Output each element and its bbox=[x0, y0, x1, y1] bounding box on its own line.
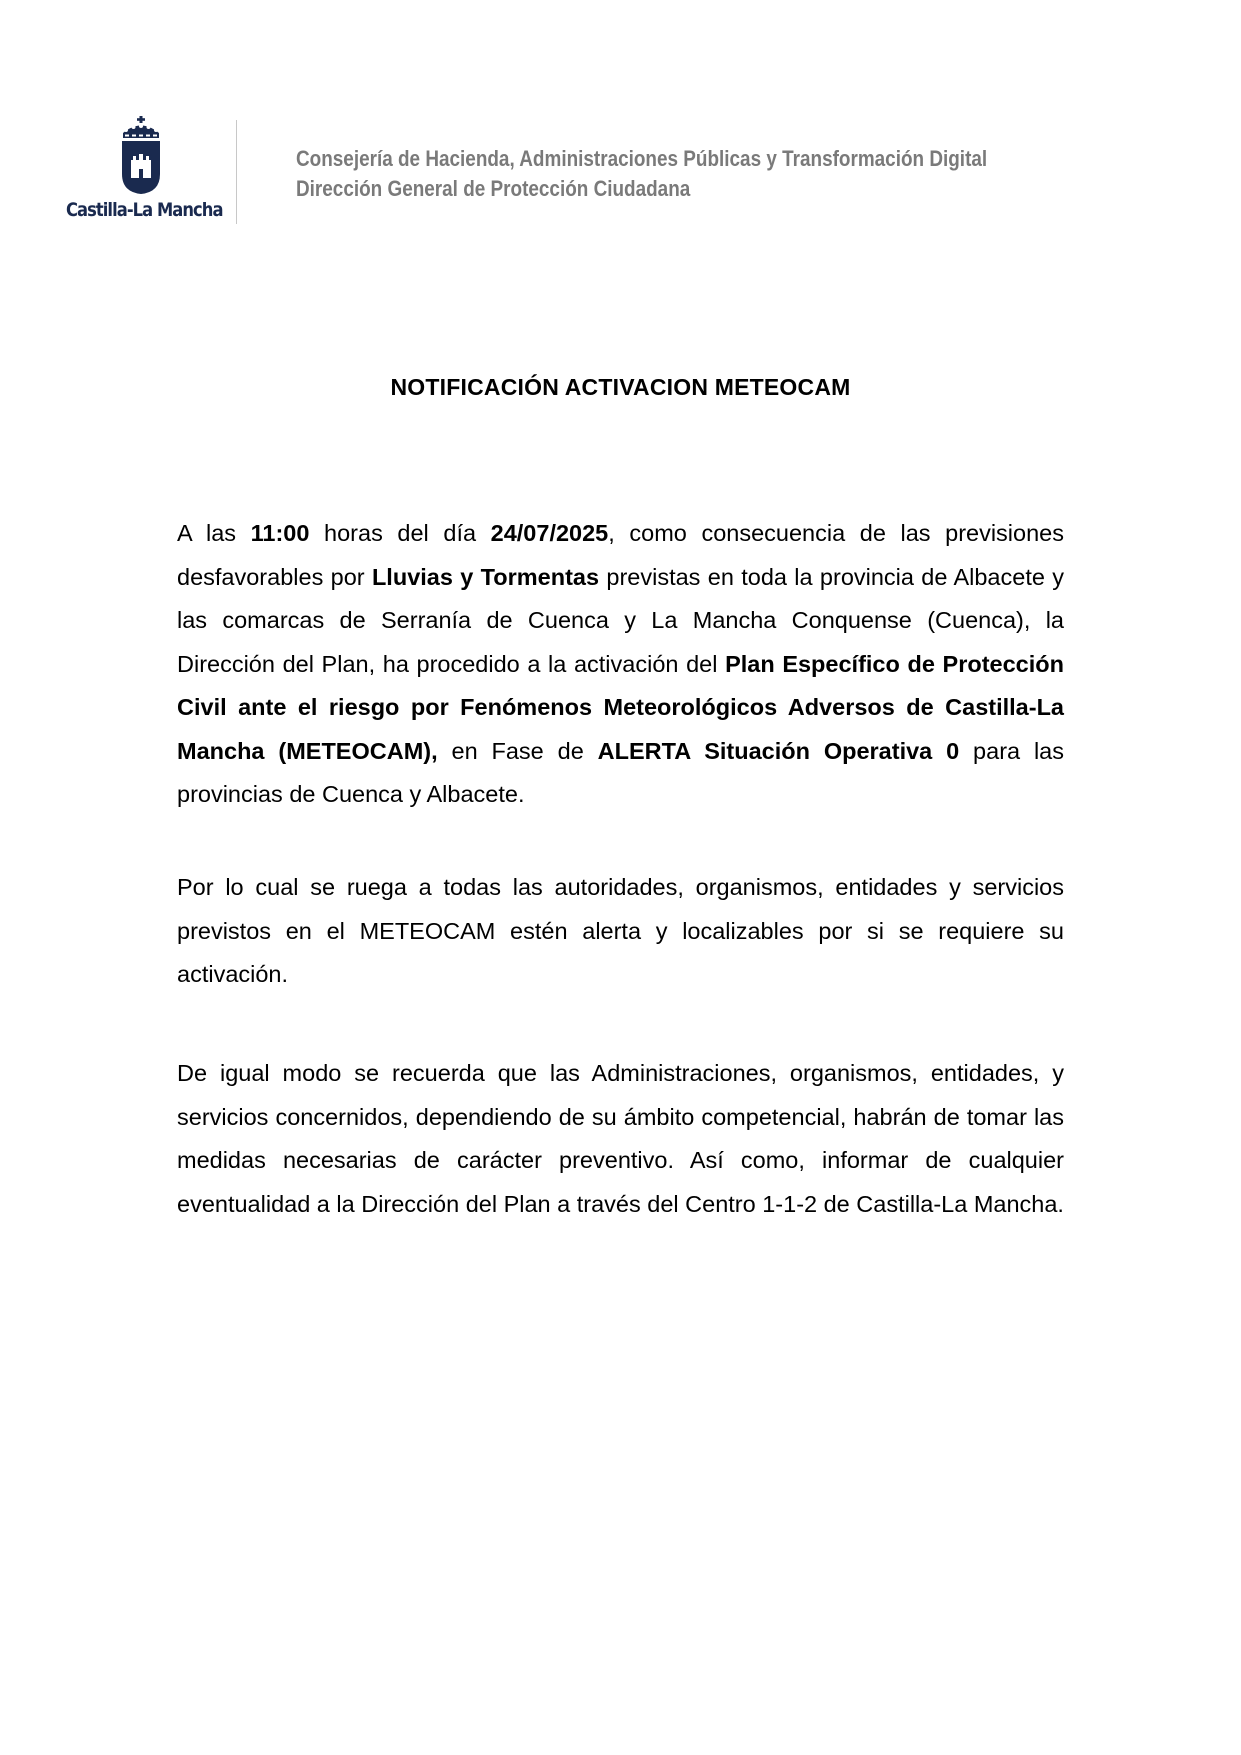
coat-of-arms-icon bbox=[117, 116, 165, 196]
header-divider bbox=[236, 120, 237, 224]
activation-date: 24/07/2025 bbox=[490, 520, 609, 546]
document-title: NOTIFICACIÓN ACTIVACION METEOCAM bbox=[390, 374, 851, 400]
text-span: en Fase de bbox=[437, 737, 598, 764]
paragraph-request: Por lo cual se ruega a todas las autoridades, organismos, entidades y servicios previstos en el METEOCAM estén alerta y localizables por si se requiere su activación. bbox=[177, 874, 1064, 987]
paragraph-activation bbox=[177, 512, 1064, 817]
castilla-la-mancha-logo bbox=[62, 116, 232, 226]
department-block bbox=[296, 144, 987, 204]
document-header bbox=[0, 0, 1241, 240]
text-span: , como consecuencia de las previsiones desfavorables por bbox=[177, 520, 1064, 590]
plan-name: Plan Específico de Protección Civil ante el riesgo por Fenómenos Meteorológicos Adversos de Castilla-La Mancha (METEOCAM), bbox=[177, 650, 1064, 764]
text-span: horas del día bbox=[309, 520, 491, 546]
weather-phenomenon: Lluvias y Tormentas bbox=[371, 563, 600, 590]
activation-time: 11:00 bbox=[250, 520, 310, 546]
text-span: para las provincias de Cuenca y Albacete. bbox=[177, 737, 1065, 807]
text-span: previstas en toda la provincia de Albacete y las comarcas de Serranía de Cuenca y La Mancha Conquense (Cuenca), la Dirección del Plan, ha procedido a la activación del bbox=[177, 563, 1065, 677]
department-name: Consejería de Hacienda, Administraciones Públicas y Transformación Digital bbox=[296, 146, 988, 171]
paragraph-reminder: De igual modo se recuerda que las Administraciones, organismos, entidades, y servicios concernidos, dependiendo de su ámbito competencial, habrán de tomar las medidas necesarias de carácter preventivo. Así como, informar de cualquier eventualidad a la Dirección del Plan a través del Centro 1-1-2 de Castilla-La Mancha. bbox=[177, 1060, 1064, 1217]
logo-text: Castilla-La Mancha bbox=[66, 199, 223, 221]
alert-phase: ALERTA Situación Operativa 0 bbox=[597, 737, 960, 764]
text-span: A las bbox=[177, 520, 251, 546]
directorate-name: Dirección General de Protección Ciudadana bbox=[296, 176, 691, 201]
